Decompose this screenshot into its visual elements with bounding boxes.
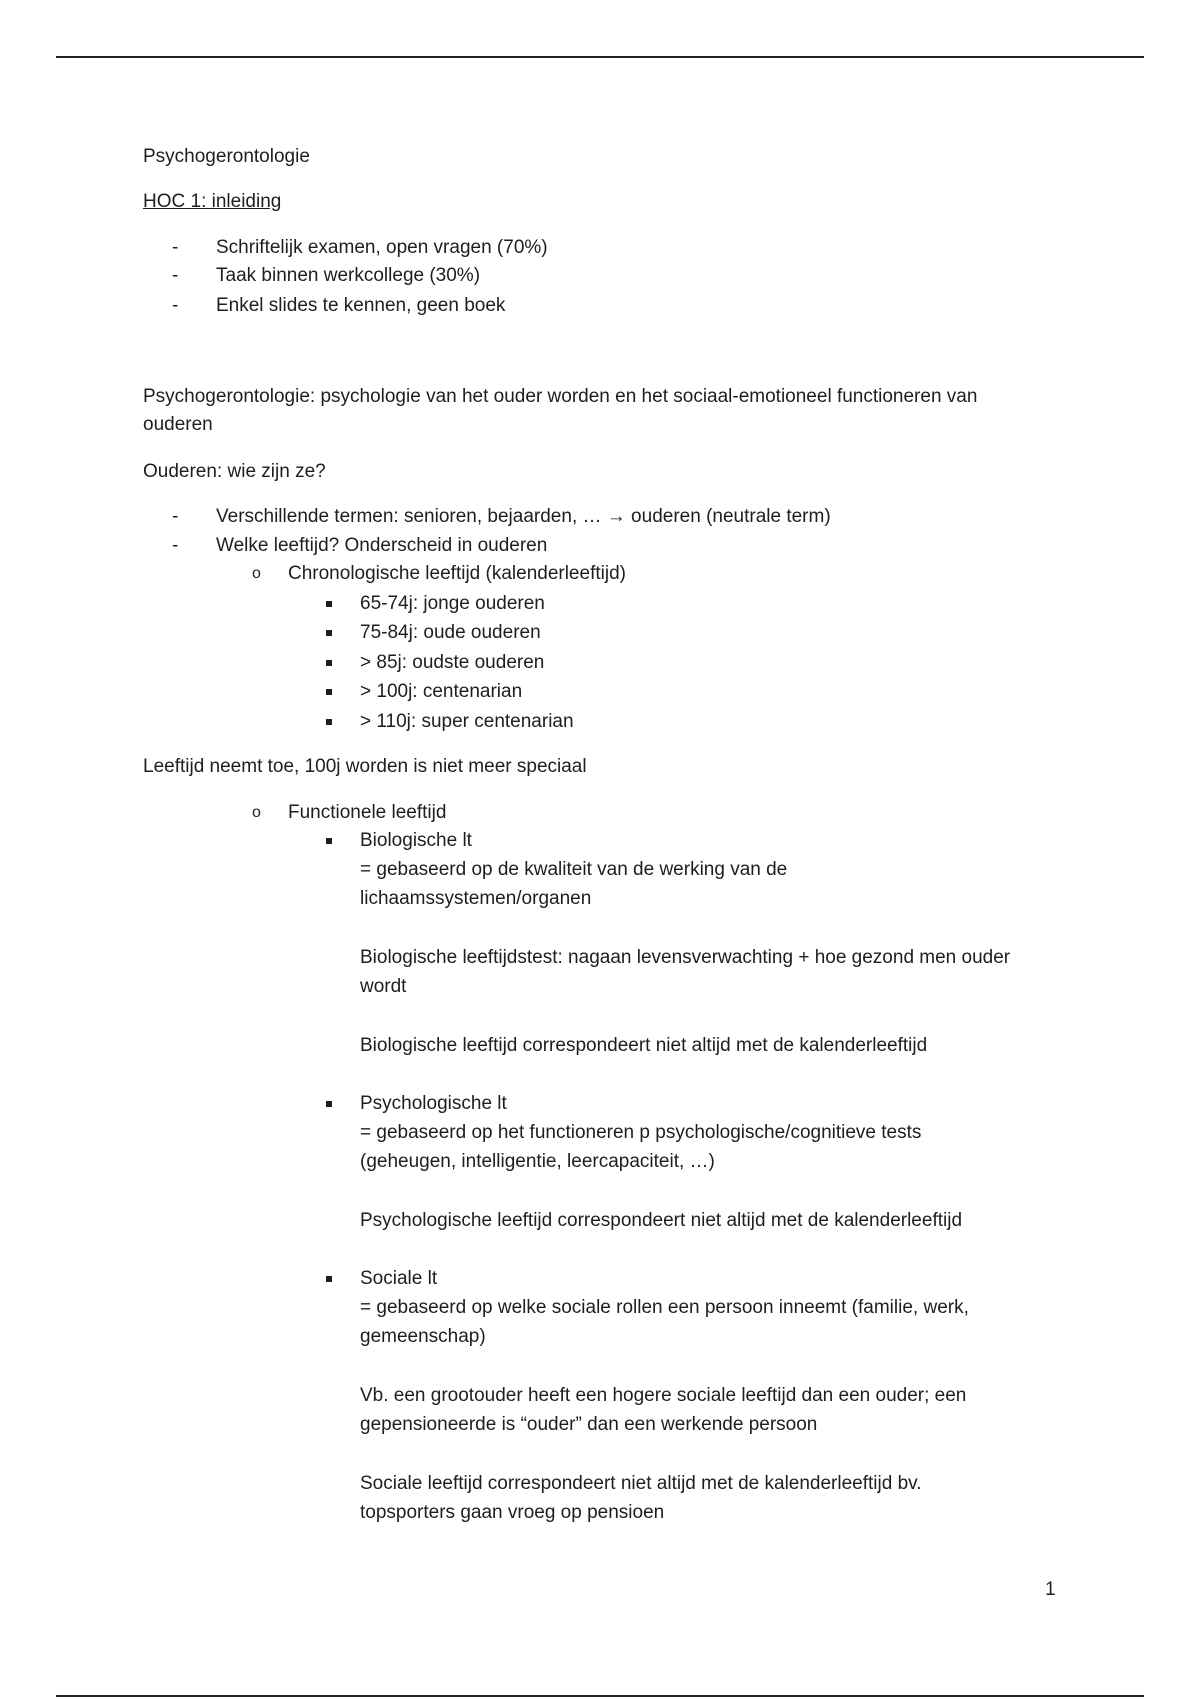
paragraph-text: Vb. een grootouder heeft een hogere sociale leeftijd dan een ouder; een [360, 1385, 967, 1406]
functional-age-label: Psychologische lt [360, 1093, 507, 1114]
dash-marker: - [172, 506, 179, 527]
square-bullet-icon [326, 1101, 332, 1107]
square-bullet-icon [326, 630, 332, 636]
dash-marker: - [172, 265, 179, 286]
square-bullet-icon [326, 660, 332, 666]
square-bullet-icon [326, 1276, 332, 1282]
age-category-text: 75-84j: oude ouderen [360, 622, 541, 643]
paragraph-text: Sociale leeftijd correspondeert niet altijd met de kalenderleeftijd bv. [360, 1473, 922, 1494]
dash-marker: - [172, 535, 179, 556]
paragraph-text: Biologische leeftijdstest: nagaan levensverwachting + hoe gezond men ouder [360, 947, 1011, 968]
circle-marker: o [252, 804, 261, 821]
square-bullet-icon [326, 601, 332, 607]
circle-marker: o [252, 565, 261, 582]
definition-text: lichaamssystemen/organen [360, 888, 592, 909]
square-bullet-icon [326, 719, 332, 725]
list-item-text: Enkel slides te kennen, geen boek [216, 295, 506, 316]
definition-text: = gebaseerd op de kwaliteit van de werking van de [360, 859, 788, 880]
list-item-text: Taak binnen werkcollege (30%) [216, 265, 481, 286]
square-bullet-icon [326, 689, 332, 695]
age-category-text: > 85j: oudste ouderen [360, 652, 545, 673]
definition-text: (geheugen, intelligentie, leercapaciteit, …) [360, 1151, 715, 1172]
sub-list-item-text: Chronologische leeftijd (kalenderleeftijd) [288, 563, 626, 584]
age-category-text: > 110j: super centenarian [360, 711, 574, 732]
dash-marker: - [172, 237, 179, 258]
age-category-text: 65-74j: jonge ouderen [360, 593, 545, 614]
list-item-text: Schriftelijk examen, open vragen (70%) [216, 237, 548, 258]
dash-marker: - [172, 295, 179, 316]
list-item-text: Verschillende termen: senioren, bejaarden, … → ouderen (neutrale term) [216, 506, 831, 527]
definition-text: = gebaseerd op welke sociale rollen een persoon inneemt (familie, werk, [360, 1297, 969, 1318]
definition-text: gemeenschap) [360, 1326, 486, 1347]
square-bullet-icon [326, 838, 332, 844]
functional-age-label: Biologische lt [360, 830, 472, 851]
definition-line: ouderen [143, 414, 213, 435]
paragraph-text: Biologische leeftijd correspondeert niet altijd met de kalenderleeftijd [360, 1035, 928, 1056]
question-text: Ouderen: wie zijn ze? [143, 461, 326, 482]
paragraph-text: gepensioneerde is “ouder” dan een werkende persoon [360, 1414, 818, 1435]
list-item-text: Welke leeftijd? Onderscheid in ouderen [216, 535, 548, 556]
sub-list-item-text: Functionele leeftijd [288, 802, 447, 823]
header-rule [56, 56, 1144, 58]
age-category-text: > 100j: centenarian [360, 681, 523, 702]
footer-rule [56, 1695, 1144, 1697]
section-heading: HOC 1: inleiding [143, 191, 282, 212]
page-number: 1 [1045, 1579, 1056, 1600]
definition-text: = gebaseerd op het functioneren p psychologische/cognitieve tests [360, 1122, 922, 1143]
functional-age-label: Sociale lt [360, 1268, 438, 1289]
definition-line: Psychogerontologie: psychologie van het ouder worden en het sociaal-emotioneel functioneren van [143, 386, 978, 407]
paragraph-text: Psychologische leeftijd correspondeert niet altijd met de kalenderleeftijd [360, 1210, 963, 1231]
paragraph-text: wordt [360, 976, 407, 997]
age-note: Leeftijd neemt toe, 100j worden is niet meer speciaal [143, 756, 587, 777]
paragraph-text: topsporters gaan vroeg op pensioen [360, 1502, 665, 1523]
document-title: Psychogerontologie [143, 146, 310, 167]
